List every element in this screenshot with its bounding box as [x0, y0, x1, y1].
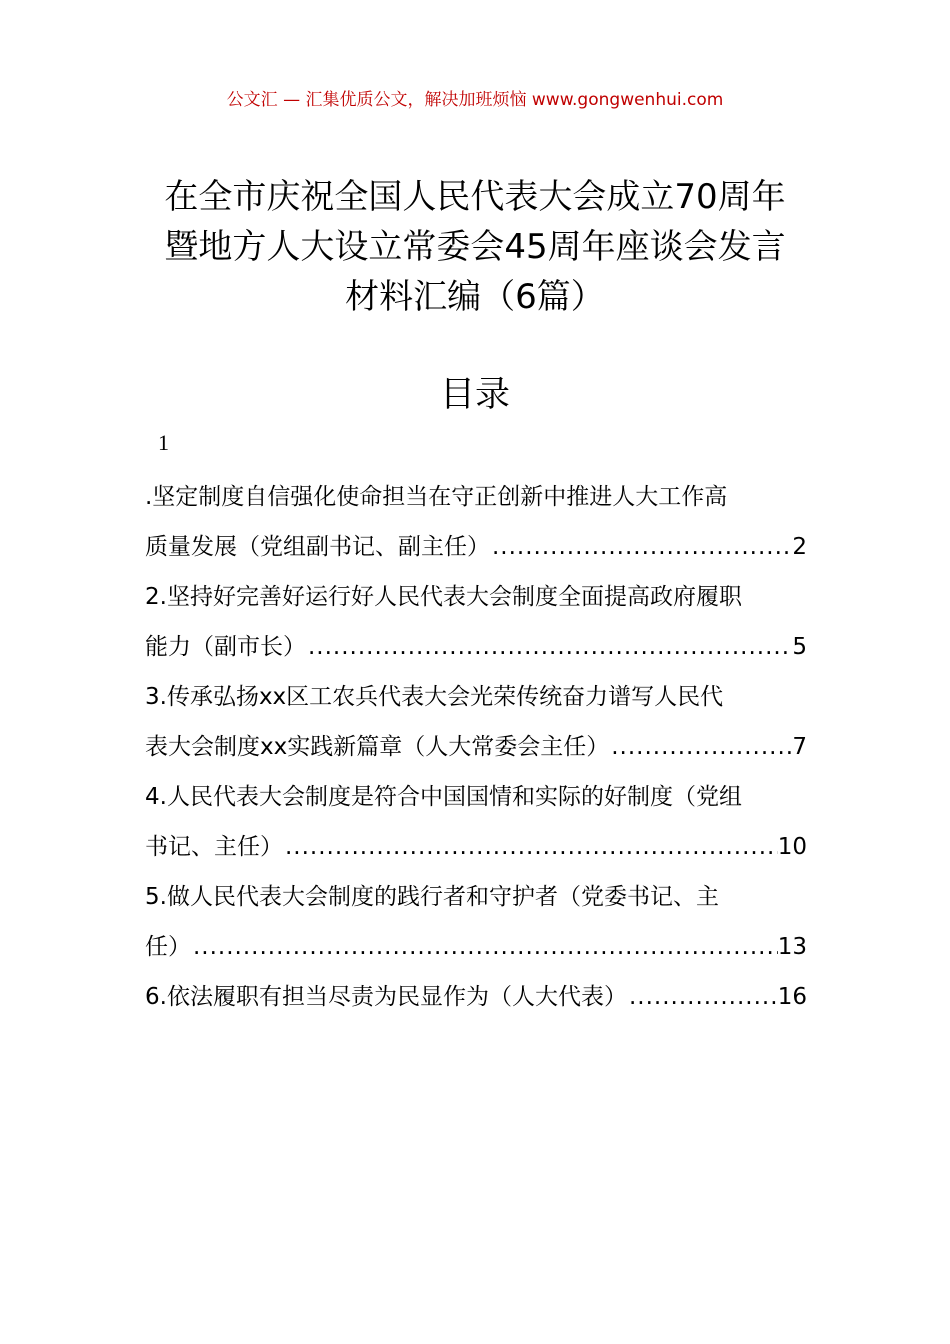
- toc-entry-1-title-line: .坚定制度自信强化使命担当在守正创新中推进人大工作高: [145, 484, 728, 510]
- toc-entry-3-title-end: 表大会制度xx实践新篇章（人大常委会主任）: [145, 734, 610, 760]
- toc-entry-4-leader: [283, 822, 778, 872]
- toc-entry-5-page: 13: [777, 934, 807, 960]
- toc-entry-3[interactable]: [145, 672, 807, 772]
- toc-entry-3-page: 7: [792, 734, 807, 760]
- toc-entry-1-page: 2: [792, 534, 807, 560]
- title-line-2: 暨地方人大设立常委会45周年座谈会发言: [164, 227, 786, 267]
- toc-entry-2-last-line: [145, 622, 807, 672]
- table-of-contents: [145, 472, 807, 1022]
- toc-entry-1[interactable]: [145, 472, 807, 572]
- toc-entry-4-page: 10: [777, 834, 807, 860]
- toc-entry-3-title-line: 3.传承弘扬xx区工农兵代表大会光荣传统奋力谱写人民代: [145, 684, 724, 710]
- toc-entry-3-leader: [609, 722, 792, 772]
- toc-entry-4-title-line: 4.人民代表大会制度是符合中国国情和实际的好制度（党组: [145, 784, 742, 810]
- toc-entry-5-title-line: 5.做人民代表大会制度的践行者和守护者（党委书记、主: [145, 884, 719, 910]
- toc-entry-2-page: 5: [792, 634, 807, 660]
- toc-entry-2[interactable]: [145, 572, 807, 672]
- toc-entry-6-page: 16: [777, 984, 807, 1010]
- toc-entry-1-leader: [490, 522, 792, 572]
- title-line-1: 在全市庆祝全国人民代表大会成立70周年: [164, 177, 786, 217]
- toc-entry-4[interactable]: [145, 772, 807, 872]
- toc-entry-6-title: 6.依法履职有担当尽责为民显作为（人大代表）: [145, 984, 627, 1010]
- toc-entry-6-leader: [627, 972, 778, 1022]
- site-header-banner[interactable]: 公文汇 — 汇集优质公文，解决加班烦恼 www.gongwenhui.com: [226, 90, 724, 110]
- toc-entry-3-last-line: [145, 722, 807, 772]
- title-line-3: 材料汇编（6篇）: [345, 277, 605, 317]
- toc-entry-2-title-end: 能力（副市长）: [145, 634, 306, 660]
- toc-entry-6[interactable]: [145, 972, 807, 1022]
- toc-entry-4-title-end: 书记、主任）: [145, 834, 283, 860]
- toc-entry-6-last-line: [145, 972, 807, 1022]
- toc-entry-1-last-line: [145, 522, 807, 572]
- toc-entry-2-title-line: 2.坚持好完善好运行好人民代表大会制度全面提高政府履职: [145, 584, 742, 610]
- toc-entry-5-title-end: 任）: [145, 934, 191, 960]
- toc-heading: 目录: [439, 375, 510, 415]
- toc-entry-5[interactable]: [145, 872, 807, 972]
- toc-entry-4-last-line: [145, 822, 807, 872]
- toc-stray-number: 1: [158, 430, 169, 455]
- toc-entry-1-title-end: 质量发展（党组副书记、副主任）: [145, 534, 490, 560]
- document-title: [120, 172, 830, 322]
- toc-entry-2-leader: [306, 622, 792, 672]
- toc-entry-5-leader: [191, 922, 778, 972]
- toc-entry-5-last-line: [145, 922, 807, 972]
